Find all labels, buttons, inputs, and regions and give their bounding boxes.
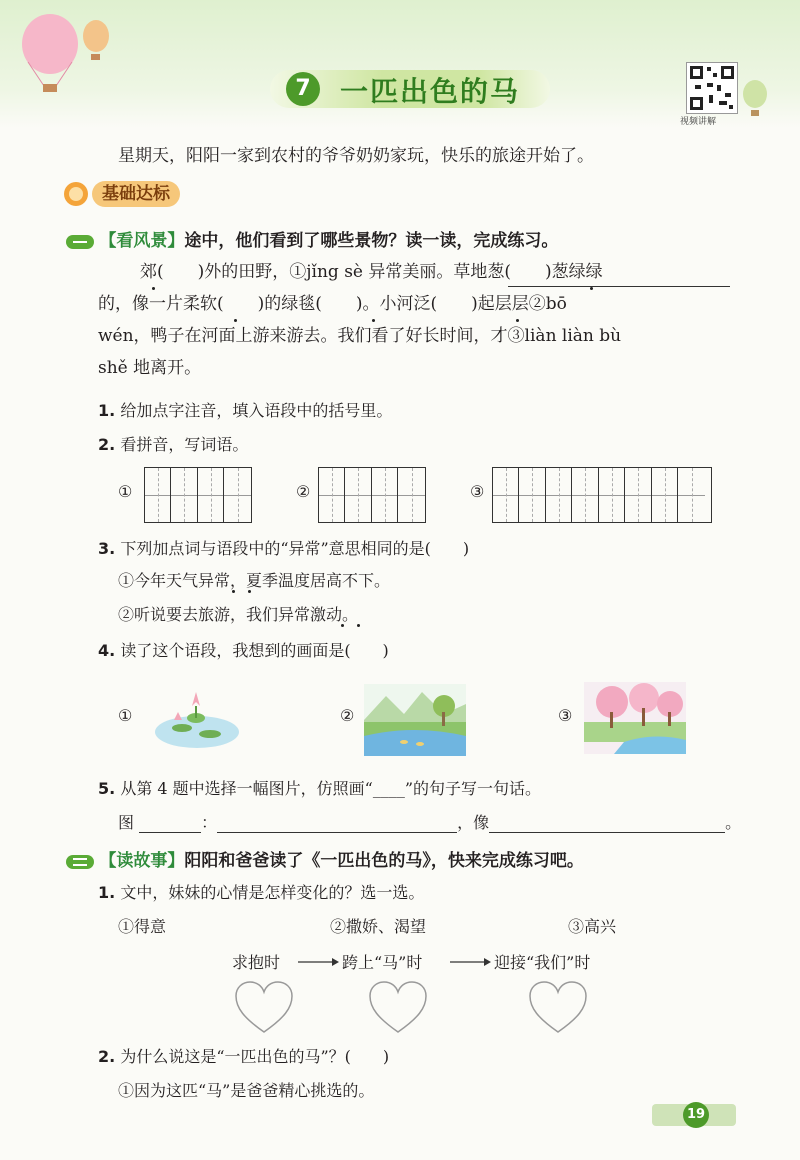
q3-option-1[interactable]: ①今年天气异常，夏季温度居高不下。	[118, 571, 391, 590]
arrow-right-icon	[450, 956, 492, 968]
s1-question-3	[98, 536, 469, 559]
page-number: 19	[683, 1102, 709, 1128]
grid-cell[interactable]	[345, 468, 372, 522]
balloon-icon	[740, 80, 770, 120]
grid-cell[interactable]	[224, 468, 251, 522]
s2-q2-option-1[interactable]: ①因为这匹“马”是爸爸精心挑选的。	[118, 1081, 375, 1100]
section2-tag: 【读故事】	[99, 851, 185, 871]
answer-colon: ：	[201, 813, 218, 832]
peach-blossom-riverside-picture[interactable]	[584, 682, 686, 754]
lotus-pond-picture[interactable]	[152, 682, 242, 752]
stage-3: 迎接“我们”时	[494, 953, 591, 972]
emphasis-dot	[372, 319, 375, 322]
question-text: 下列加点词与语段中的“异常”意思相同的是( )	[120, 539, 470, 558]
mood-option-3[interactable]: ③高兴	[568, 917, 617, 936]
question-number: 1.	[98, 401, 116, 420]
grid-cell[interactable]	[171, 468, 198, 522]
question-text: 看拼音，写词语。	[120, 435, 249, 454]
grid-cell[interactable]	[398, 468, 425, 522]
emphasis-dot	[590, 287, 593, 290]
grid-cell[interactable]	[546, 468, 572, 522]
passage-line-2: 的，像一片柔软( )的绿毯( )。小河泛( )起层层②bō	[98, 294, 567, 314]
passage-line-4: shě 地离开。	[98, 358, 202, 378]
grid-label-1: ①	[118, 482, 133, 501]
qr-code-icon[interactable]	[686, 62, 738, 114]
stage-2: 跨上“马”时	[342, 953, 423, 972]
emphasis-dot	[357, 624, 360, 627]
page-title: 一匹出色的马	[340, 75, 521, 108]
writing-grid-3[interactable]	[492, 467, 712, 523]
question-number: 3.	[98, 539, 116, 558]
mood-option-2[interactable]: ②撒娇、渴望	[330, 917, 427, 936]
question-text: 读了这个语段，我想到的画面是( )	[120, 641, 389, 660]
answer-connector: ，像	[457, 813, 490, 832]
lesson-number: 7	[286, 72, 320, 106]
stage-1: 求抱时	[232, 953, 281, 972]
intro-text: 星期天，阳阳一家到农村的爷爷奶奶家玩，快乐的旅途开始了。	[118, 146, 594, 166]
q5-answer-line	[118, 810, 758, 833]
s1-question-1	[98, 398, 392, 421]
balloons-icon	[10, 10, 120, 95]
heart-answer-box-1[interactable]	[234, 980, 294, 1034]
picture-label-2: ②	[340, 706, 355, 725]
section2-heading	[66, 846, 584, 871]
section-one-icon	[66, 235, 94, 249]
answer-blank[interactable]	[139, 813, 201, 833]
heart-answer-box-3[interactable]	[528, 980, 588, 1034]
s1-question-4	[98, 638, 389, 661]
emphasis-dot	[516, 319, 519, 322]
emphasis-dot	[232, 590, 235, 593]
emphasis-dot	[234, 319, 237, 322]
answer-period: 。	[725, 813, 742, 832]
heart-answer-box-2[interactable]	[368, 980, 428, 1034]
q3-option-2[interactable]: ②听说要去旅游，我们异常激动。	[118, 605, 359, 624]
section1-tag: 【看风景】	[99, 231, 185, 251]
answer-blank[interactable]	[489, 813, 725, 833]
passage-line-1: 郊( )外的田野，①jǐng sè 异常美丽。草地葱( )葱绿绿	[140, 262, 603, 282]
s2-question-2	[98, 1044, 389, 1067]
grid-label-2: ②	[296, 482, 311, 501]
grid-cell[interactable]	[519, 468, 546, 522]
passage-line-3: wén，鸭子在河面上游来游去。我们看了好长时间，才③liàn liàn bù	[98, 326, 622, 346]
grid-cell[interactable]	[372, 468, 398, 522]
grid-cell[interactable]	[625, 468, 652, 522]
river-mountain-ducks-picture[interactable]	[364, 684, 466, 756]
section1-heading	[66, 226, 558, 251]
question-number: 4.	[98, 641, 116, 660]
s1-question-2	[98, 432, 248, 455]
grid-cell[interactable]	[572, 468, 599, 522]
mood-option-1[interactable]: ①得意	[118, 917, 167, 936]
sentence-underline	[508, 286, 730, 287]
picture-label-3: ③	[558, 706, 573, 725]
s1-question-5	[98, 776, 541, 799]
section-badge: 基础达标	[92, 181, 180, 207]
grid-cell[interactable]	[652, 468, 678, 522]
question-number: 2.	[98, 1047, 116, 1066]
qr-label: 视频讲解	[680, 117, 717, 127]
question-number: 1.	[98, 883, 116, 902]
emphasis-dot	[248, 590, 251, 593]
medal-icon	[62, 180, 90, 208]
answer-prefix: 图	[118, 813, 135, 832]
question-text: 为什么说这是“一匹出色的马”？( )	[120, 1047, 390, 1066]
arrow-right-icon	[298, 956, 340, 968]
grid-cell[interactable]	[198, 468, 224, 522]
grid-cell[interactable]	[678, 468, 705, 522]
question-number: 2.	[98, 435, 116, 454]
question-text: 从第 4 题中选择一幅图片，仿照画“____”的句子写一句话。	[120, 779, 542, 798]
picture-label-1: ①	[118, 706, 133, 725]
grid-cell[interactable]	[599, 468, 625, 522]
question-text: 给加点字注音，填入语段中的括号里。	[120, 401, 393, 420]
s2-question-1	[98, 880, 424, 903]
grid-label-3: ③	[470, 482, 485, 501]
grid-cell[interactable]	[493, 468, 519, 522]
question-number: 5.	[98, 779, 116, 798]
emphasis-dot	[341, 624, 344, 627]
writing-grid-1[interactable]	[144, 467, 252, 523]
answer-blank[interactable]	[217, 813, 457, 833]
question-text: 文中，妹妹的心情是怎样变化的？选一选。	[120, 883, 425, 902]
grid-cell[interactable]	[145, 468, 171, 522]
writing-grid-2[interactable]	[318, 467, 426, 523]
grid-cell[interactable]	[319, 468, 345, 522]
section1-prompt: 途中，他们看到了哪些景物？读一读，完成练习。	[184, 231, 559, 251]
emphasis-dot	[152, 287, 155, 290]
section2-prompt: 阳阳和爸爸读了《一匹出色的马》，快来完成练习吧。	[184, 851, 584, 871]
section-two-icon	[66, 855, 94, 869]
